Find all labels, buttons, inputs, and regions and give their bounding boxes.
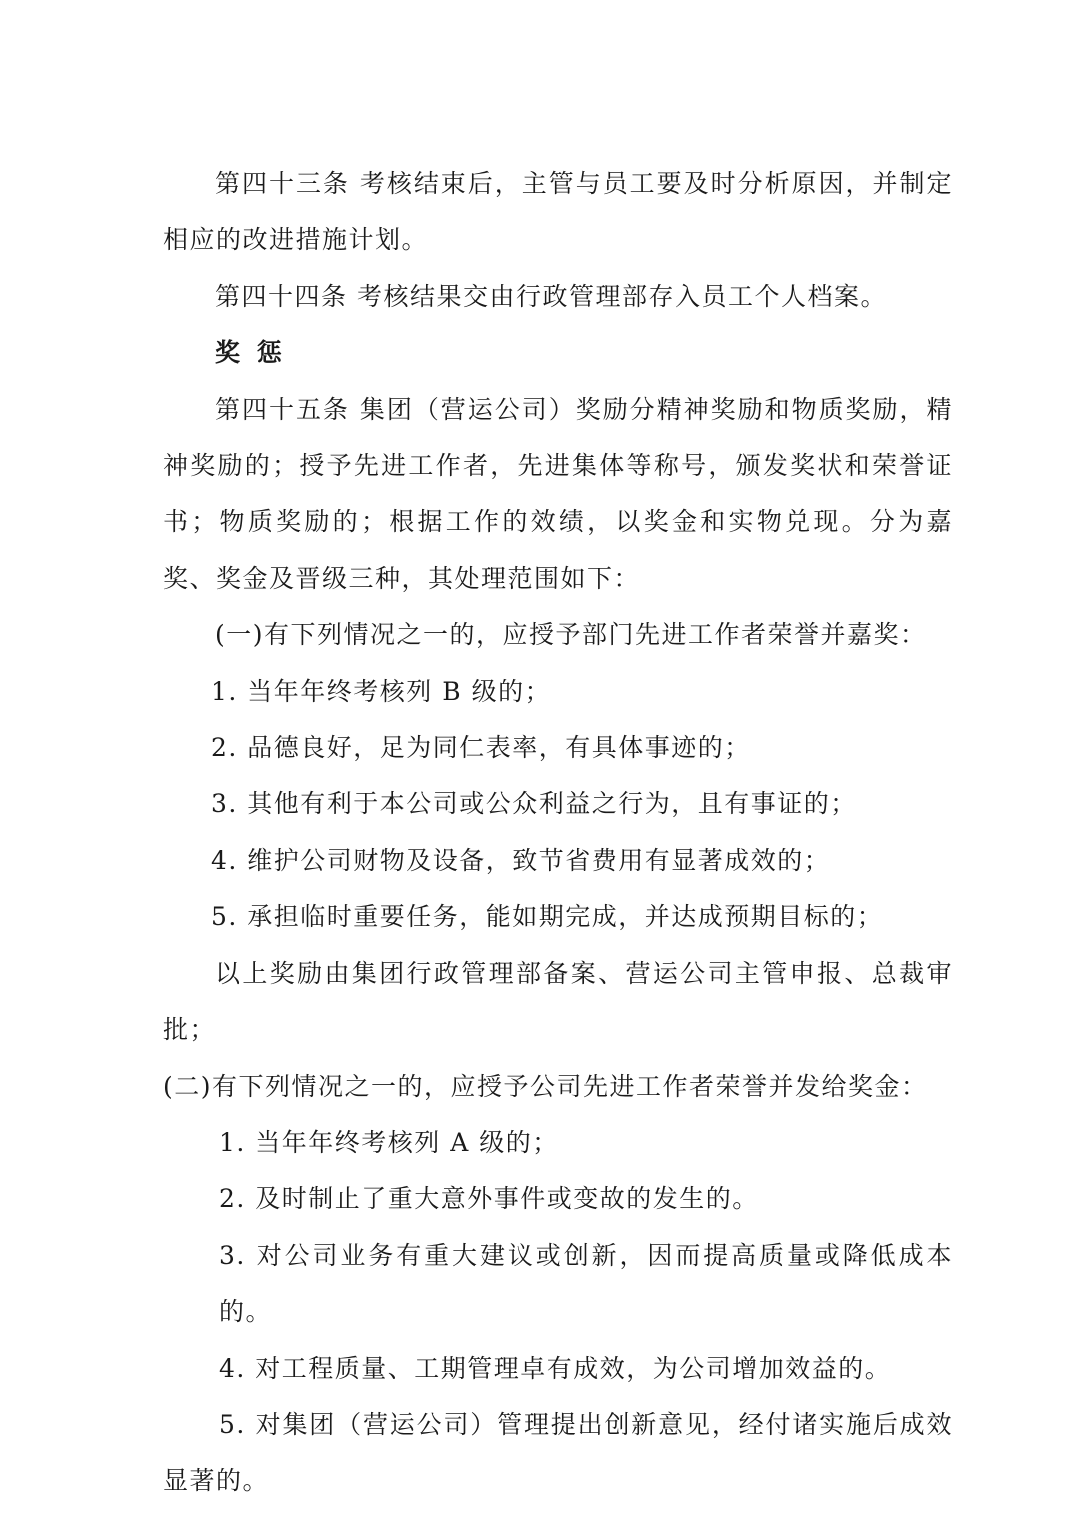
section-title: 奖 惩 bbox=[215, 338, 286, 368]
part-2-item: 3. 对公司业务有重大建议或创新，因而提高质量或降低成本的。 bbox=[219, 1240, 953, 1327]
part-2-item: 4. 对工程质量、工期管理卓有成效，为公司增加效益的。 bbox=[219, 1353, 892, 1383]
article-43: 第四十三条 考核结束后，主管与员工要及时分析原因，并制定相应的改进措施计划。 bbox=[163, 169, 953, 255]
part-1-item: 4. 维护公司财物及设备，致节省费用有显著成效的； bbox=[211, 845, 831, 875]
part-1-item: 1. 当年年终考核列 B 级的； bbox=[211, 676, 552, 706]
part-1-title: (一)有下列情况之一的，应授予部门先进工作者荣誉并嘉奖： bbox=[215, 620, 927, 650]
part-2-title: (二)有下列情况之一的，应授予公司先进工作者荣誉并发给奖金： bbox=[163, 1071, 928, 1101]
part-1-item: 5. 承担临时重要任务，能如期完成，并达成预期目标的； bbox=[211, 902, 884, 932]
part-2-item: 2. 及时制止了重大意外事件或变故的发生的。 bbox=[219, 1184, 759, 1214]
part-1-item: 2. 品德良好，足为同仁表率，有具体事迹的； bbox=[211, 733, 751, 763]
part-2-item: 5. 对集团（营运公司）管理提出创新意见，经付诸实施后成效显著的。 bbox=[163, 1409, 953, 1496]
part-2-item: 1. 当年年终考核列 A 级的； bbox=[219, 1127, 559, 1157]
article-45: 第四十五条 集团（营运公司）奖励分精神奖励和物质奖励，精神奖励的；授予先进工作者，先进集体等称号，颁发奖状和荣誉证书；物质奖励的；根据工作的效绩，以奖金和实物兑现。分为嘉奖、奖金及晋级三种，其处理范围如下： bbox=[163, 394, 953, 593]
part-1-item: 3. 其他有利于本公司或公众利益之行为，且有事证的； bbox=[211, 789, 857, 819]
article-44: 第四十四条 考核结果交由行政管理部存入员工个人档案。 bbox=[215, 281, 887, 311]
document-body bbox=[163, 156, 953, 1510]
part-1-approval: 以上奖励由集团行政管理部备案、营运公司主管申报、总裁审批； bbox=[163, 958, 953, 1045]
